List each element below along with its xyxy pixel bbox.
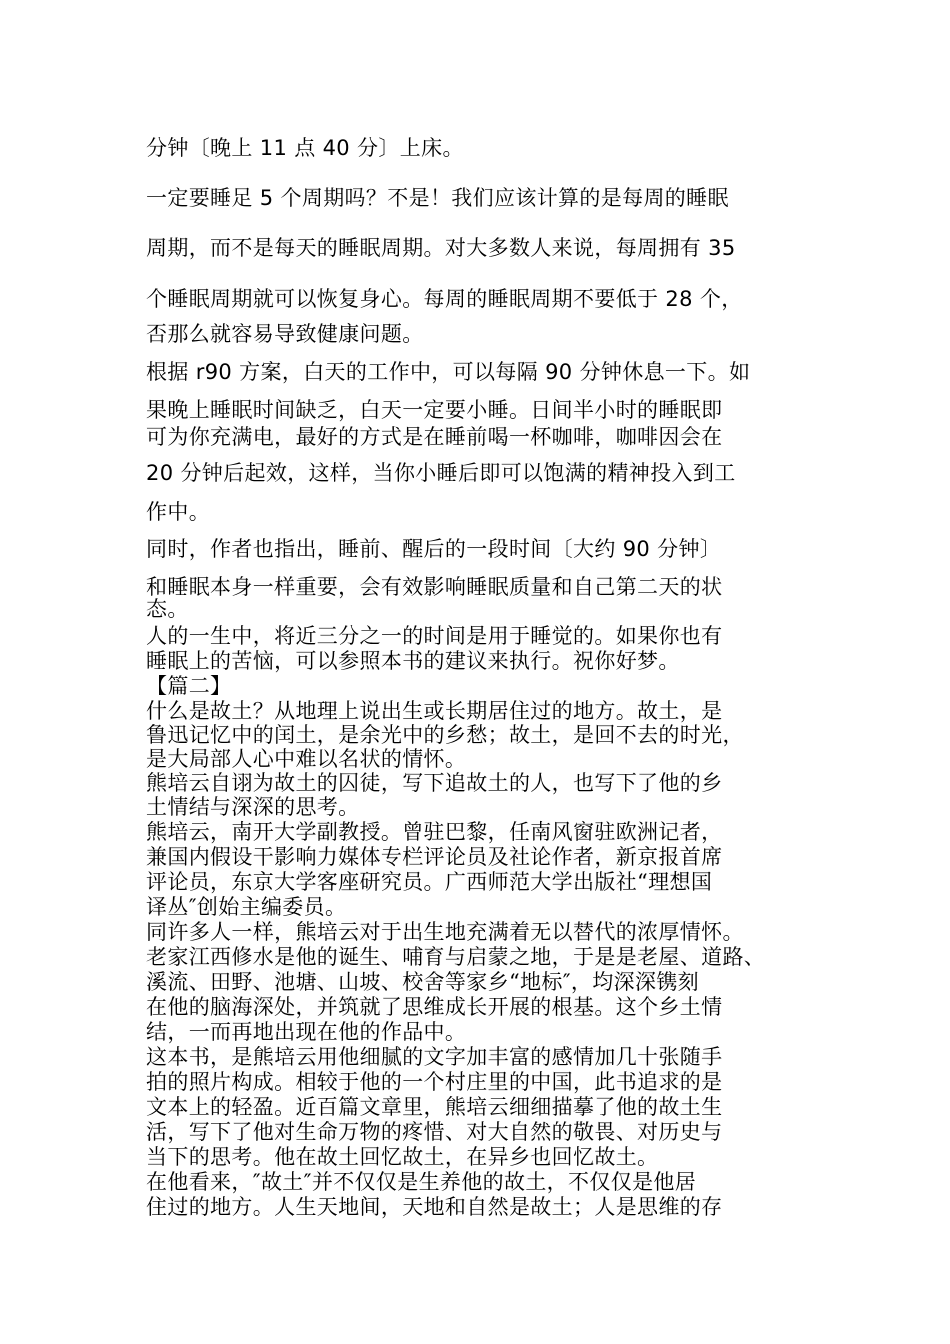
- text-line: 是大局部人心中难以名状的情怀。: [146, 747, 467, 771]
- section-heading: 【篇二】: [146, 674, 232, 698]
- text-line: 分钟〔晚上 11 点 40 分〕上床。: [146, 136, 464, 160]
- text-line: 熊培云，南开大学副教授。曾驻巴黎，任南风窗驻欧洲记者，: [146, 820, 723, 844]
- text-line: 一定要睡足 5 个周期吗？不是！我们应该计算的是每周的睡眠: [146, 186, 729, 210]
- text-line: 土情结与深深的思考。: [146, 795, 360, 819]
- text-line: 果晚上睡眠时间缺乏，白天一定要小睡。日间半小时的睡眠即: [146, 398, 723, 422]
- text-line: 住过的地方。人生天地间，天地和自然是故土；人是思维的存: [146, 1195, 723, 1219]
- text-line: 态。: [146, 597, 189, 621]
- text-line: 和睡眠本身一样重要，会有效影响睡眠质量和自己第二天的状: [146, 575, 723, 599]
- text-line: 拍的照片构成。相较于他的一个村庄里的中国，此书追求的是: [146, 1070, 723, 1094]
- text-line: 当下的思考。他在故土回忆故土，在异乡也回忆故土。: [146, 1145, 659, 1169]
- text-line: 作中。: [146, 500, 211, 524]
- text-line: 结，一而再地出现在他的作品中。: [146, 1020, 467, 1044]
- text-line: 可为你充满电，最好的方式是在睡前喝一杯咖啡，咖啡因会在: [146, 425, 723, 449]
- text-line: 这本书，是熊培云用他细腻的文字加丰富的感情加几十张随手: [146, 1045, 723, 1069]
- text-line: 同时，作者也指出，睡前、醒后的一段时间〔大约 90 分钟〕: [146, 537, 722, 561]
- text-line: 在他看来，″故土″并不仅仅是生养他的故土，不仅仅是他居: [146, 1170, 697, 1194]
- text-line: 根据 r90 方案，白天的工作中，可以每隔 90 分钟休息一下。如: [146, 360, 751, 384]
- text-line: 熊培云自诩为故土的囚徒，写下追故土的人，也写下了他的乡: [146, 771, 723, 795]
- text-line: 睡眠上的苦恼，可以参照本书的建议来执行。祝你好梦。: [146, 649, 680, 673]
- text-line: 什么是故土？从地理上说出生或长期居住过的地方。故土，是: [146, 699, 723, 723]
- text-line: 老家江西修水是他的诞生、哺育与启蒙之地，于是是老屋、道路、: [146, 945, 766, 969]
- text-line: 个睡眠周期就可以恢复身心。每周的睡眠周期不要低于 28 个，: [146, 287, 743, 311]
- text-line: 同许多人一样，熊培云对于出生地充满着无以替代的浓厚情怀。: [146, 920, 744, 944]
- text-line: 文本上的轻盈。近百篇文章里，熊培云细细描摹了他的故土生: [146, 1095, 723, 1119]
- text-line: 溪流、田野、池塘、山坡、校舍等家乡“地标″，均深深镌刻: [146, 970, 700, 994]
- text-line: 在他的脑海深处，并筑就了思维成长开展的根基。这个乡土情: [146, 995, 723, 1019]
- text-line: 兼国内假设干影响力媒体专栏评论员及社论作者，新京报首席: [146, 845, 723, 869]
- text-line: 周期，而不是每天的睡眠周期。对大多数人来说，每周拥有 35: [146, 236, 736, 260]
- text-line: 活，写下了他对生命万物的疼惜、对大自然的敬畏、对历史与: [146, 1120, 723, 1144]
- text-line: 评论员，东京大学客座研究员。广西师范大学出版社“理想国: [146, 870, 713, 894]
- text-line: 20 分钟后起效，这样，当你小睡后即可以饱满的精神投入到工: [146, 461, 736, 485]
- text-line: 否那么就容易导致健康问题。: [146, 322, 424, 346]
- text-line: 人的一生中，将近三分之一的时间是用于睡觉的。如果你也有: [146, 624, 723, 648]
- text-line: 译丛″创始主编委员。: [146, 895, 347, 919]
- text-line: 鲁迅记忆中的闰土，是余光中的乡愁；故土，是回不去的时光，: [146, 723, 744, 747]
